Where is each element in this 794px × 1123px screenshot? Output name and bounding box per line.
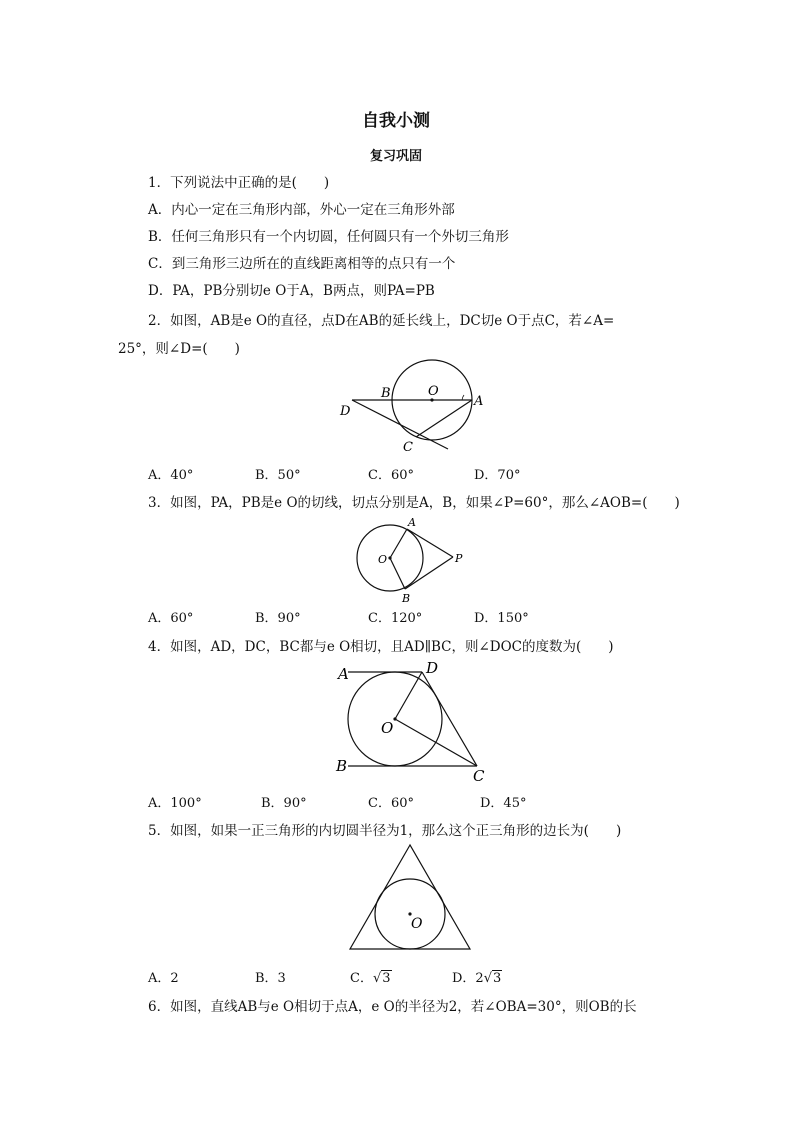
q3-option-a: A．60°	[148, 611, 194, 626]
q3-figure	[355, 512, 475, 604]
q4-tangent-dc	[422, 672, 477, 766]
page-title: 自我小测	[362, 111, 430, 131]
q5-figure	[345, 842, 475, 954]
q3-option-d: D．150°	[474, 611, 529, 626]
q4-segment-od	[395, 672, 422, 719]
q4-center-dot	[393, 717, 396, 720]
q4-option-b: B．90°	[261, 796, 307, 811]
q5-option-a: A．2	[148, 971, 179, 986]
q5-option-c-label: C．	[350, 971, 373, 986]
q5-label-o: O	[411, 916, 423, 932]
q3-center-dot	[388, 556, 391, 559]
q2-figure	[330, 355, 484, 455]
q3-tangent-pa	[407, 529, 453, 557]
q2-label-c: C	[403, 440, 413, 455]
q5-option-b: B．3	[255, 971, 286, 986]
q1-option-d: D．PA，PB分别切e O于A，B两点，则PA=PB	[148, 283, 435, 299]
q3-label-b: B	[402, 592, 411, 605]
q3-label-a: A	[408, 516, 416, 529]
q4-segment-oc	[395, 719, 477, 766]
q4-label-b: B	[336, 757, 348, 775]
q3-tangent-pb	[405, 557, 453, 589]
q1-stem: 1．下列说法中正确的是( )	[148, 175, 330, 191]
q4-label-a: A	[338, 665, 349, 683]
q2-label-o: O	[428, 384, 439, 399]
sqrt-icon: √	[483, 971, 492, 986]
q4-label-o: O	[381, 719, 394, 737]
q1-option-c: C．到三角形三边所在的直线距离相等的点只有一个	[148, 256, 456, 272]
q2-label-d: D	[340, 404, 351, 419]
sqrt-icon: √	[372, 971, 382, 986]
q4-label-d: D	[426, 659, 439, 677]
q5-option-d-label: D．2	[452, 971, 484, 986]
q4-option-c: C．60°	[368, 796, 414, 811]
q2-stem-line2: 25°，则∠D=( )	[118, 341, 240, 357]
q2-option-b: B．50°	[255, 468, 301, 483]
q2-angle-mark	[462, 395, 464, 400]
q4-option-a: A．100°	[148, 796, 202, 811]
q1-option-b: B．任何三角形只有一个内切圆，任何圆只有一个外切三角形	[148, 229, 509, 245]
q2-label-b: B	[381, 386, 391, 401]
q5-option-c-radicand: 3	[382, 971, 391, 986]
q3-label-o: O	[378, 553, 388, 566]
q2-tangent-dc	[352, 400, 448, 449]
q2-option-c: C．60°	[368, 468, 414, 483]
q3-radius-oa	[390, 529, 407, 558]
q5-option-d	[452, 967, 502, 986]
q5-stem: 5．如图，如果一正三角形的内切圆半径为1，那么这个正三角形的边长为( )	[148, 823, 622, 839]
q2-option-a: A．40°	[148, 468, 194, 483]
q2-option-d: D．70°	[474, 468, 521, 483]
q2-label-a: A	[474, 394, 484, 409]
q5-option-d-radicand: 3	[493, 971, 502, 986]
q3-label-p: P	[455, 552, 463, 565]
q4-label-c: C	[473, 767, 485, 785]
q5-triangle	[350, 845, 470, 949]
q3-option-b: B．90°	[255, 611, 301, 626]
q5-option-c	[350, 967, 392, 986]
q3-stem: 3．如图，PA，PB是e O的切线，切点分别是A，B，如果∠P=60°，那么∠AOB=( )	[148, 495, 680, 511]
q4-figure	[332, 658, 492, 788]
q4-option-d: D．45°	[480, 796, 527, 811]
q3-radius-ob	[390, 558, 405, 589]
q1-option-a: A．内心一定在三角形内部，外心一定在三角形外部	[148, 202, 455, 218]
q3-option-c: C．120°	[368, 611, 423, 626]
q2-chord-ac	[416, 400, 472, 437]
q4-stem: 4．如图，AD，DC，BC都与e O相切，且AD∥BC，则∠DOC的度数为( )	[148, 639, 614, 655]
q6-stem: 6．如图，直线AB与e O相切于点A，e O的半径为2，若∠OBA=30°，则OB的长	[148, 999, 637, 1015]
section-title: 复习巩固	[370, 149, 423, 164]
q2-stem-line1: 2．如图，AB是e O的直径，点D在AB的延长线上，DC切e O于点C，若∠A=	[148, 313, 615, 329]
